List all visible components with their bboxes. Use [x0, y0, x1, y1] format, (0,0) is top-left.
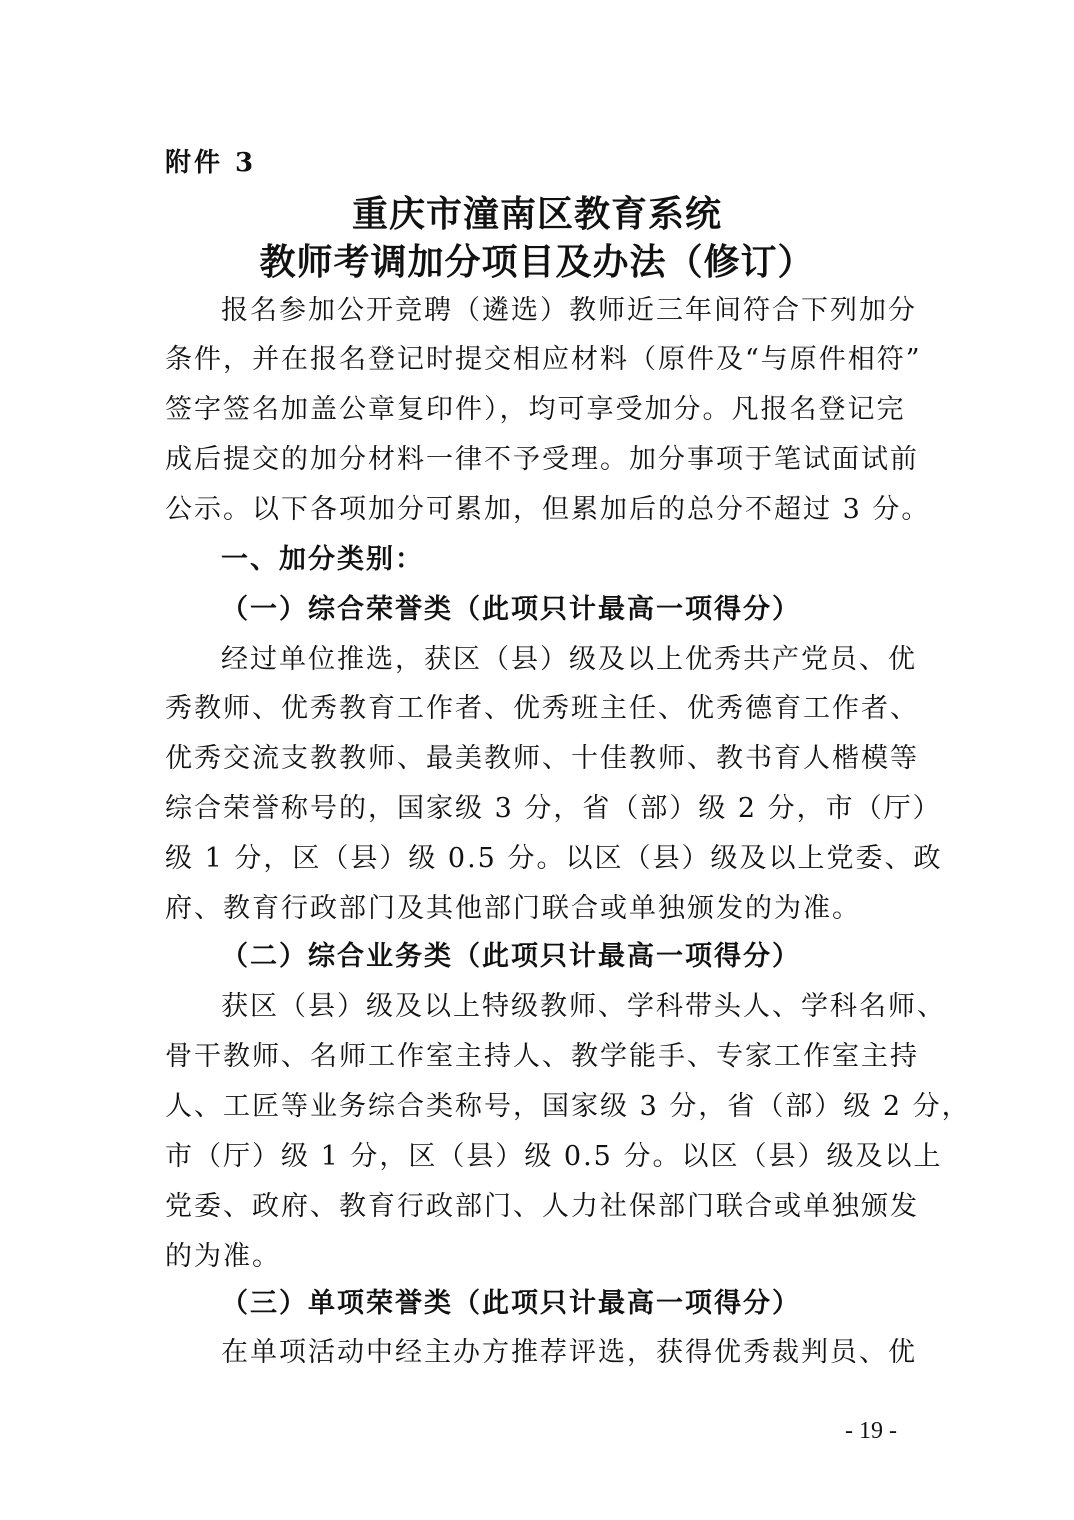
paragraph-line: 党委、政府、教育行政部门、人力社保部门联合或单独颁发: [165, 1191, 919, 1222]
paragraph-line: 的为准。: [165, 1241, 281, 1272]
intro-line: 条件，并在报名登记时提交相应材料（原件及“与原件相符”: [165, 344, 922, 375]
paragraph-line: 级 1 分，区（县）级 0.5 分。以区（县）级及以上党委、政: [165, 843, 943, 874]
intro-line: 公示。以下各项加分可累加，但累加后的总分不超过 3 分。: [165, 494, 931, 525]
subsection-heading: （三）单项荣誉类（此项只计最高一项得分）: [221, 1288, 801, 1319]
paragraph-line: 在单项活动中经主办方推荐评选，获得优秀裁判员、优: [221, 1337, 917, 1368]
document-title-line-2: 教师考调加分项目及办法（修订）: [259, 241, 815, 283]
paragraph-line: 经过单位推选，获区（县）级及以上优秀共产党员、优: [221, 644, 917, 675]
paragraph-line: 人、工匠等业务综合类称号，国家级 3 分，省（部）级 2 分，: [165, 1091, 971, 1122]
paragraph-line: 获区（县）级及以上特级教师、学科带头人、学科名师、: [221, 991, 946, 1022]
intro-line: 成后提交的加分材料一律不予受理。加分事项于笔试面试前: [165, 444, 919, 475]
paragraph-line: 市（厅）级 1 分，区（县）级 0.5 分。以区（县）级及以上: [165, 1141, 943, 1172]
paragraph-line: 秀教师、优秀教育工作者、优秀班主任、优秀德育工作者、: [165, 693, 919, 724]
subsection-heading: （一）综合荣誉类（此项只计最高一项得分）: [221, 594, 801, 625]
page-number: - 19 -: [845, 1418, 897, 1444]
subsection-heading: （二）综合业务类（此项只计最高一项得分）: [221, 941, 801, 972]
paragraph-line: 优秀交流支教教师、最美教师、十佳教师、教书育人楷模等: [165, 743, 919, 774]
paragraph-line: 综合荣誉称号的，国家级 3 分，省（部）级 2 分，市（厅）: [165, 793, 942, 824]
paragraph-line: 骨干教师、名师工作室主持人、教学能手、专家工作室主持: [165, 1041, 919, 1072]
attachment-label: 附件 3: [165, 148, 257, 178]
section-heading: 一、加分类别：: [221, 544, 424, 575]
intro-line: 报名参加公开竞聘（遴选）教师近三年间符合下列加分: [221, 295, 917, 326]
paragraph-line: 府、教育行政部门及其他部门联合或单独颁发的为准。: [165, 893, 861, 924]
intro-line: 签字签名加盖公章复印件），均可享受加分。凡报名登记完: [165, 394, 906, 425]
document-title-line-1: 重庆市潼南区教育系统: [351, 193, 722, 235]
